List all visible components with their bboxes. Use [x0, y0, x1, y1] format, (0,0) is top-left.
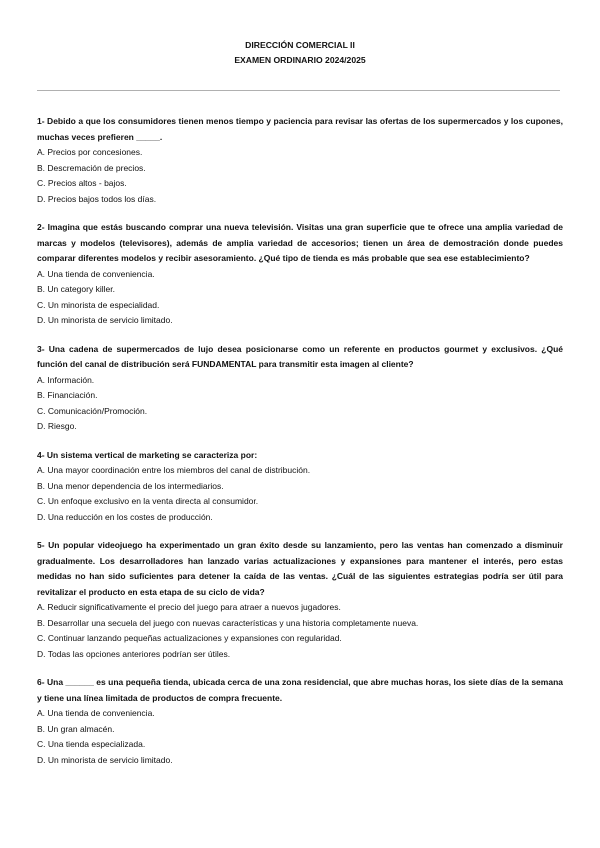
question-1 [37, 114, 563, 207]
question-text: 4- Un sistema vertical de marketing se caracteriza por: [37, 449, 258, 460]
option-d: D. Todas las opciones anteriores podrían ser útiles. [37, 648, 231, 659]
exam-title: EXAMEN ORDINARIO 2024/2025 [234, 55, 366, 65]
question-text: 2- Imagina que estás buscando comprar una nueva televisión. Visitas una gran superficie que te ofrece una amplia variedad de marcas y modelos (televisores), además de amplia variedad de accesorios; tienen un área de demostración donde puedes comparar diferentes modelos y recibir asesoramiento. ¿Qué tipo de tienda es más probable que sea ese establecimiento? [37, 222, 563, 263]
course-title: DIRECCIÓN COMERCIAL II [245, 40, 355, 50]
option-list [37, 267, 563, 329]
option-list [37, 600, 563, 662]
question-text: 6- Una ______ es una pequeña tienda, ubicada cerca de una zona residencial, que abre muchas horas, los siete días de la semana y tiene una línea limitada de productos de compra frecuente. [37, 677, 563, 703]
option-c: C. Un enfoque exclusivo en la venta directa al consumidor. [37, 496, 259, 506]
option-c: C. Una tienda especializada. [37, 739, 146, 749]
option-b: B. Descremación de precios. [37, 162, 146, 173]
option-d: D. Un minorista de servicio limitado. [37, 315, 173, 325]
question-2 [37, 220, 563, 329]
option-c: C. Continuar lanzando pequeñas actualizaciones y expansiones con regularidad. [37, 633, 342, 643]
question-3 [37, 342, 563, 435]
option-a: A. Una mayor coordinación entre los miembros del canal de distribución. [37, 465, 311, 475]
option-list [37, 373, 563, 435]
question-4 [37, 448, 563, 526]
option-d: D. Riesgo. [37, 421, 77, 431]
option-c: C. Un minorista de especialidad. [37, 299, 160, 310]
option-d: D. Un minorista de servicio limitado. [37, 754, 173, 765]
exam-header [0, 38, 600, 68]
option-list [37, 145, 563, 207]
question-5 [37, 538, 563, 662]
option-a: A. Precios por concesiones. [37, 147, 143, 157]
option-d: D. Precios bajos todos los días. [37, 193, 157, 204]
option-b: B. Un category killer. [37, 284, 115, 294]
option-list [37, 463, 563, 525]
option-b: B. Financiación. [37, 390, 98, 400]
question-6 [37, 675, 563, 768]
option-list [37, 706, 563, 768]
option-b: B. Una menor dependencia de los intermediarios. [37, 480, 224, 491]
question-list [37, 114, 563, 781]
option-b: B. Desarrollar una secuela del juego con nuevas características y una historia completamente nueva. [37, 617, 419, 628]
question-text: 5- Un popular videojuego ha experimentado un gran éxito desde su lanzamiento, pero las ventas han comenzado a disminuir gradualmente. Los desarrolladores han lanzado varias actualizaciones y expansiones para mantener el interés, pero estas medidas no han sido suficientes para detener la caída de las ventas. ¿Cuál de las siguientes estrategias podría ser útil para revitalizar el producto en esta etapa de su ciclo de vida? [37, 540, 563, 597]
option-a: A. Reducir significativamente el precio del juego para atraer a nuevos jugadores. [37, 602, 341, 612]
header-divider [37, 90, 560, 91]
option-d: D. Una reducción en los costes de producción. [37, 511, 213, 522]
question-text: 3- Una cadena de supermercados de lujo desea posicionarse como un referente en productos gourmet y exclusivos. ¿Qué función del canal de distribución será FUNDAMENTAL para transmitir esta imagen al cliente? [37, 343, 563, 369]
question-text: 1- Debido a que los consumidores tienen menos tiempo y paciencia para revisar las ofertas de los supermercados y los cupones, muchas veces prefieren _____. [37, 116, 563, 142]
option-a: A. Una tienda de conveniencia. [37, 268, 155, 279]
option-b: B. Un gran almacén. [37, 723, 115, 734]
option-a: A. Información. [37, 374, 95, 385]
option-c: C. Precios altos - bajos. [37, 178, 127, 188]
option-c: C. Comunicación/Promoción. [37, 405, 148, 416]
option-a: A. Una tienda de conveniencia. [37, 708, 155, 718]
